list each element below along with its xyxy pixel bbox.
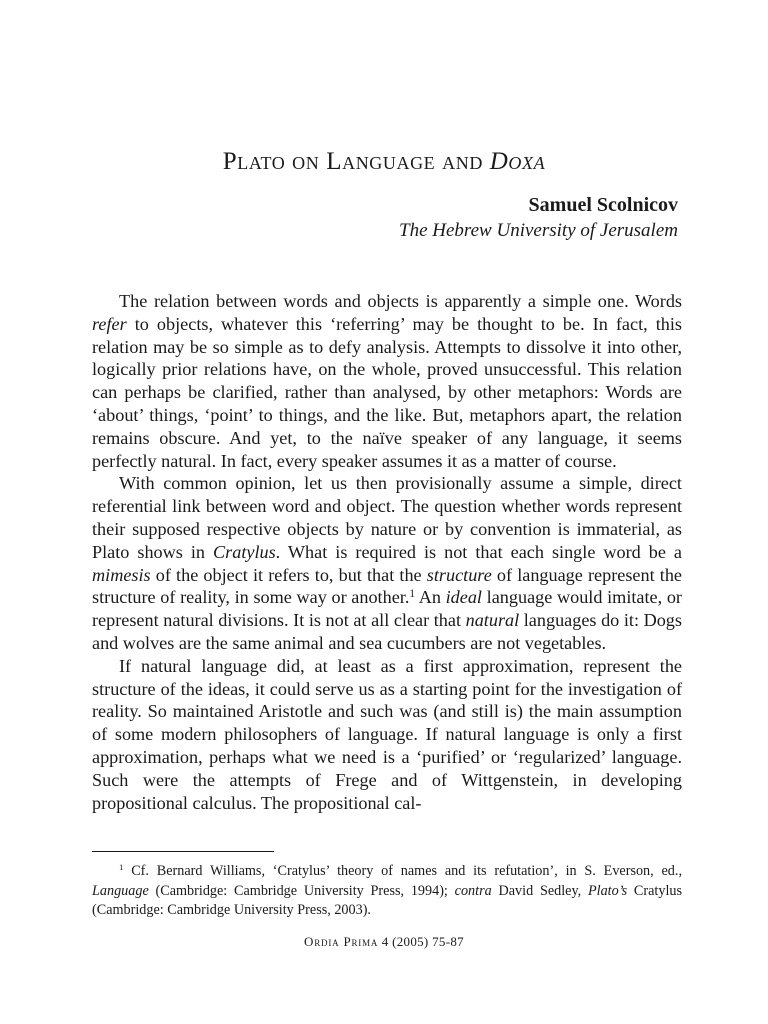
paragraph-3: If natural language did, at least as a first approximation, represent the structure of the ideas, it could serve us as a starting point for the investigation of reality. So maintained Aristotle and such was (and still is) the main assumption of some modern philosophers of language. If natural language is only a first approximation, perhaps what we need is a ‘purified’ or ‘regularized’ language. Such were the attempts of Frege and of Wittgenstein, in developing propositional calculus. The propositional cal- [92,655,682,813]
footnote-1: $^1$ Cf. Bernard Williams, ‘Cratylus’ theory of names and its refutation’, in S. Everson, ed., Language (Cambridge: Cambridge University Press, 1994); contra David Sedley, Plato’s Cratylus (Cambridge: Cambridge University Press, 2003). [92,862,683,919]
author-name: Samuel Scolnicov [528,194,678,216]
journal-name: Ordia Prima [304,934,379,949]
footnote-marker: 1 [119,862,124,873]
author-block [399,192,678,244]
journal-citation: 4 (2005) 75-87 [378,934,464,949]
footnote-ref[interactable]: 1 [409,588,416,601]
paragraph-1: The relation between words and objects is apparently a simple one. Words refer to objects, whatever this ‘referring’ may be thought to be. In fact, this relation may be so simple as to defy analysis. Attempts to dissolve it into other, logically prior relations have, on the whole, proved unsuccessful. This relation can perhaps be clarified, rather than analysed, by other metaphors: Words are ‘about’ things, ‘point’ to things, and the like. But, metaphors apart, the relation remains obscure. And yet, to the naïve speaker of any language, it seems perfectly natural. In fact, every speaker assumes it as a matter of course. [92,291,682,471]
author-affiliation: The Hebrew University of Jerusalem [399,220,678,241]
paragraph-2: With common opinion, let us then provisionally assume a simple, direct referential link between word and object. The question whether words represent their supposed respective objects by nature or by convention is immaterial, as Plato shows in Cratylus. What is required is not that each single word be a mimesis of the object it refers to, but that the structure of language represent the structure of reality, in some way or another.$^1$ An ideal language would imitate, or represent natural divisions. It is not at all clear that natural languages do it: Dogs and wolves are the same animal and sea cucumbers are not vegetables. [92,473,683,653]
title-main: Plato on Language and [222,148,490,175]
footnote-divider [92,851,274,852]
body-text [92,290,682,814]
paper-title [0,148,768,176]
page-footer-citation [0,934,768,950]
title-italic: Doxa [489,148,546,175]
